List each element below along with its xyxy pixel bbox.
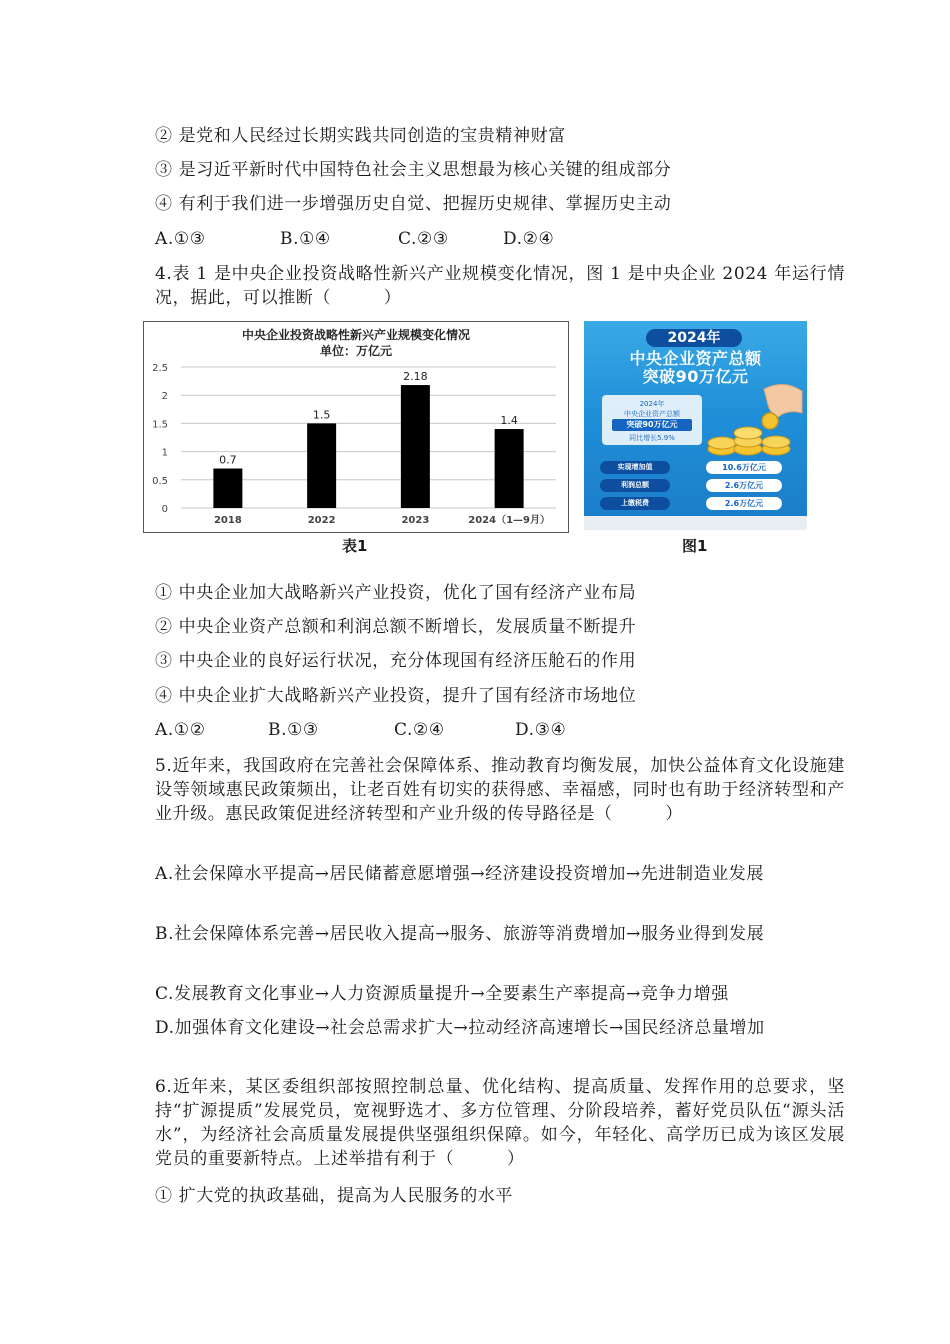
bar — [495, 429, 524, 508]
chart-bars — [213, 385, 523, 508]
q3-choice-c: C.②③ — [398, 229, 449, 249]
investment-bar-chart — [143, 321, 569, 533]
poster-row-label-1: 实现增加值 — [600, 461, 670, 474]
bar — [213, 469, 242, 508]
x-tick-label: 2022 — [307, 515, 336, 526]
q4-statement-1: ① 中央企业加大战略新兴产业投资，优化了国有经济产业布局 — [155, 583, 637, 603]
chart-subtitle: 单位：万亿元 — [319, 344, 393, 358]
data-label: 0.7 — [219, 453, 237, 467]
card-label: 中央企业资产总额 — [624, 410, 680, 418]
y-tick-label: 1.5 — [152, 419, 168, 431]
poster-year: 2024年 — [646, 329, 742, 347]
poster-row-value-1: 10.6万亿元 — [706, 461, 782, 474]
q6-stem: 6.近年来，某区委组织部按照控制总量、优化结构、提高质量、发挥作用的总要求，坚持“扩源提质”发展党员，宽视野选才、多方位管理、分阶段培养，蓄好党员队伍“源头活水”，为经济社会高质量发展提供坚强组织保障。如今，年轻化、高学历已成为该区发展党员的重要新特点。上述举措有利于（ ） — [155, 1077, 845, 1169]
x-tick-label: 2018 — [213, 515, 242, 526]
card-year: 2024年 — [639, 400, 665, 408]
q3-choice-a: A.①③ — [155, 229, 206, 249]
q5-option-d: D.加强体育文化建设→社会总需求扩大→拉动经济高速增长→国民经济总量增加 — [155, 1018, 765, 1038]
q4-choices — [155, 718, 566, 742]
coins-icon — [702, 421, 802, 457]
poster-row-label-2: 利润总额 — [600, 479, 670, 492]
poster-card — [602, 395, 702, 445]
poster-footer — [584, 516, 807, 530]
y-tick-label: 1 — [161, 447, 168, 459]
q4-statement-2: ② 中央企业资产总额和利润总额不断增长，发展质量不断提升 — [155, 617, 637, 637]
q3-option-3: ③ 是习近平新时代中国特色社会主义思想最为核心关键的组成部分 — [155, 160, 672, 180]
poster-title-line2: 突破90万亿元 — [642, 367, 749, 386]
y-tick-label: 2 — [161, 391, 168, 403]
q6-option-1: ① 扩大党的执政基础，提高为人民服务的水平 — [155, 1186, 514, 1206]
q4-choice-c: C.②④ — [394, 720, 445, 740]
card-growth: 同比增长5.9% — [629, 434, 675, 442]
q4-choice-b: B.①③ — [268, 720, 319, 740]
q5-option-c: C.发展教育文化事业→人力资源质量提升→全要素生产率提高→竞争力增强 — [155, 984, 729, 1004]
q3-choice-d: D.②④ — [503, 229, 555, 249]
y-tick-label: 0.5 — [152, 475, 168, 487]
q3-option-4: ④ 有利于我们进一步增强历史自觉、把握历史规律、掌握历史主动 — [155, 194, 672, 214]
q3-choices — [155, 227, 554, 251]
y-tick-label: 2.5 — [152, 363, 168, 374]
chart-svg — [144, 322, 568, 532]
y-axis-ticks — [152, 363, 168, 515]
data-label: 1.4 — [500, 414, 518, 428]
poster-row-label-3: 上缴税费 — [600, 497, 670, 510]
q4-statement-4: ④ 中央企业扩大战略新兴产业投资，提升了国有经济市场地位 — [155, 686, 637, 706]
x-axis-labels — [214, 513, 550, 526]
central-enterprise-poster — [584, 321, 807, 530]
x-tick-label: 2024（1—9月） — [468, 515, 550, 526]
poster-title-line1: 中央企业资产总额 — [629, 349, 762, 368]
q4-stem: 4.表 1 是中央企业投资战略性新兴产业规模变化情况，图 1 是中央企业 2024 年运行情况，据此，可以推断（ ） — [155, 264, 845, 308]
q5-stem: 5.近年来，我国政府在完善社会保障体系、推动教育均衡发展，加快公益体育文化设施建设等领域惠民政策频出，让老百姓有切实的获得感、幸福感，同时也有助于经济转型和产业升级。惠民政策促进经济转型和产业升级的传导路径是（ ） — [155, 756, 845, 824]
q5-option-a: A.社会保障水平提高→居民储蓄意愿增强→经济建设投资增加→先进制造业发展 — [155, 864, 765, 884]
q4-choice-a: A.①② — [155, 720, 206, 740]
chart-title: 中央企业投资战略性新兴产业规模变化情况 — [241, 328, 471, 342]
table-caption: 表1 — [342, 537, 368, 555]
data-label: 1.5 — [312, 408, 331, 422]
bar — [307, 423, 336, 508]
x-tick-label: 2023 — [401, 515, 430, 526]
figure-caption: 图1 — [682, 537, 708, 555]
y-tick-label: 0 — [161, 504, 168, 515]
q3-choice-b: B.①④ — [280, 229, 331, 249]
q4-statement-3: ③ 中央企业的良好运行状况，充分体现国有经济压舱石的作用 — [155, 651, 637, 671]
card-highlight: 突破90万亿元 — [612, 419, 692, 431]
q4-choice-d: D.③④ — [515, 720, 567, 740]
bar — [401, 385, 430, 508]
q3-option-2: ② 是党和人民经过长期实践共同创造的宝贵精神财富 — [155, 126, 566, 146]
poster-row-value-2: 2.6万亿元 — [706, 479, 782, 492]
poster-row-value-3: 2.6万亿元 — [706, 497, 782, 510]
data-label: 2.18 — [403, 370, 428, 384]
q5-option-b: B.社会保障体系完善→居民收入提高→服务、旅游等消费增加→服务业得到发展 — [155, 924, 765, 944]
